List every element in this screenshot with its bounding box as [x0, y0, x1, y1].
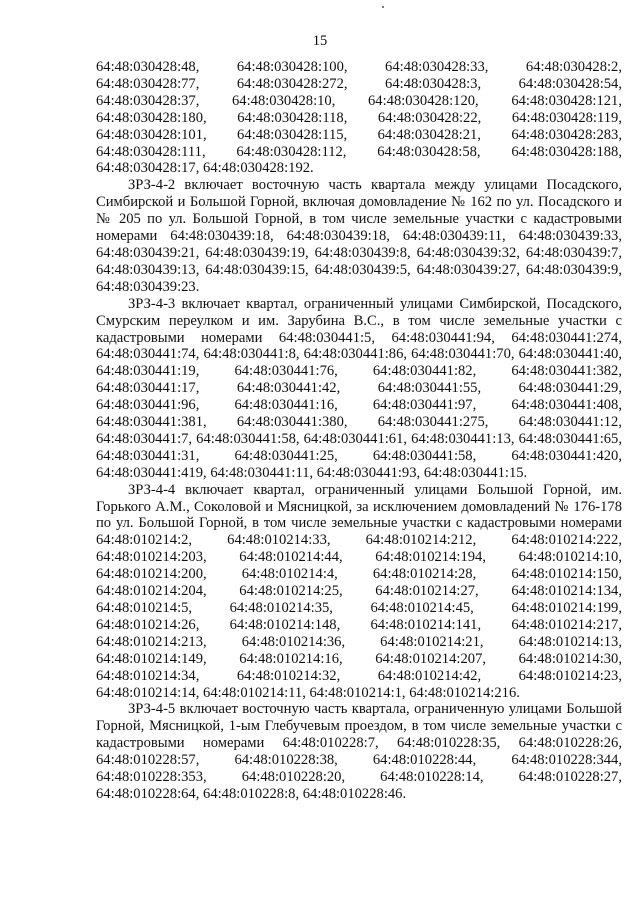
scan-speck	[382, 6, 384, 8]
paragraph-cadastral-continuation: 64:48:030428:48, 64:48:030428:100, 64:48:030428:33, 64:48:030428:2, 64:48:030428:77, 64:48:030428:272, 64:48:030428:3, 64:48:030428:54, 64:48:030428:37, 64:48:030428:10, 64:48:030428:120, 64:48:030428:121, 64:48:030428:180, 64:48:030428:118, 64:48:030428:22, 64:48:030428:119, 64:48:030428:101, 64:48:030428:115, 64:48:030428:21, 64:48:030428:283, 64:48:030428:111, 64:48:030428:112, 64:48:030428:58, 64:48:030428:188, 64:48:030428:17, 64:48:030428:192.	[96, 59, 622, 177]
paragraph-zrz-4-2: ЗРЗ-4-2 включает восточную часть квартала между улицами Посадского, Симбирской и Большой Горной, включая домовладение № 162 по ул. Посадского и № 205 по ул. Большой Горной, в том числе земельные участки с кадастровыми номерами 64:48:030439:18, 64:48:030439:18, 64:48:030439:11, 64:48:030439:33, 64:48:030439:21, 64:48:030439:19, 64:48:030439:8, 64:48:030439:32, 64:48:030439:7, 64:48:030439:13, 64:48:030439:15, 64:48:030439:5, 64:48:030439:27, 64:48:030439:9, 64:48:030439:23.	[96, 177, 622, 295]
paragraph-zrz-4-4: ЗРЗ-4-4 включает квартал, ограниченный улицами Большой Горной, им. Горького А.М., Соколовой и Мясницкой, за исключением домовладений № 176-178 по ул. Большой Горной, в том числе земельные участки с кадастровыми номерами 64:48:010214:2, 64:48:010214:33, 64:48:010214:212, 64:48:010214:222, 64:48:010214:203, 64:48:010214:44, 64:48:010214:194, 64:48:010214:10, 64:48:010214:200, 64:48:010214:4, 64:48:010214:28, 64:48:010214:150, 64:48:010214:204, 64:48:010214:25, 64:48:010214:27, 64:48:010214:134, 64:48:010214:5, 64:48:010214:35, 64:48:010214:45, 64:48:010214:199, 64:48:010214:26, 64:48:010214:148, 64:48:010214:141, 64:48:010214:217, 64:48:010214:213, 64:48:010214:36, 64:48:010214:21, 64:48:010214:13, 64:48:010214:149, 64:48:010214:16, 64:48:010214:207, 64:48:010214:30, 64:48:010214:34, 64:48:010214:32, 64:48:010214:42, 64:48:010214:23, 64:48:010214:14, 64:48:010214:11, 64:48:010214:1, 64:48:010214:216.	[96, 481, 622, 701]
paragraph-zrz-4-5: ЗРЗ-4-5 включает восточную часть квартала, ограниченную улицами Большой Горной, Мясницкой, 1-ым Глебучевым проездом, в том числе земельные участки с кадастровыми номерами 64:48:010228:7, 64:48:010228:35, 64:48:010228:26, 64:48:010228:57, 64:48:010228:38, 64:48:010228:44, 64:48:010228:344, 64:48:010228:353, 64:48:010228:20, 64:48:010228:14, 64:48:010228:27, 64:48:010228:64, 64:48:010228:8, 64:48:010228:46.	[96, 701, 622, 802]
document-body	[96, 59, 622, 803]
page-number: 15	[312, 33, 328, 49]
paragraph-zrz-4-3: ЗРЗ-4-3 включает квартал, ограниченный улицами Симбирской, Посадского, Смурским переулком и им. Зарубина В.С., в том числе земельные участки с кадастровыми номерами 64:48:030441:5, 64:48:030441:94, 64:48:030441:274, 64:48:030441:74, 64:48:030441:8, 64:48:030441:86, 64:48:030441:70, 64:48:030441:40, 64:48:030441:19, 64:48:030441:76, 64:48:030441:82, 64:48:030441:382, 64:48:030441:17, 64:48:030441:42, 64:48:030441:55, 64:48:030441:29, 64:48:030441:96, 64:48:030441:16, 64:48:030441:97, 64:48:030441:408, 64:48:030441:381, 64:48:030441:380, 64:48:030441:275, 64:48:030441:12, 64:48:030441:7, 64:48:030441:58, 64:48:030441:61, 64:48:030441:13, 64:48:030441:65, 64:48:030441:31, 64:48:030441:25, 64:48:030441:58, 64:48:030441:420, 64:48:030441:419, 64:48:030441:11, 64:48:030441:93, 64:48:030441:15.	[96, 295, 622, 481]
